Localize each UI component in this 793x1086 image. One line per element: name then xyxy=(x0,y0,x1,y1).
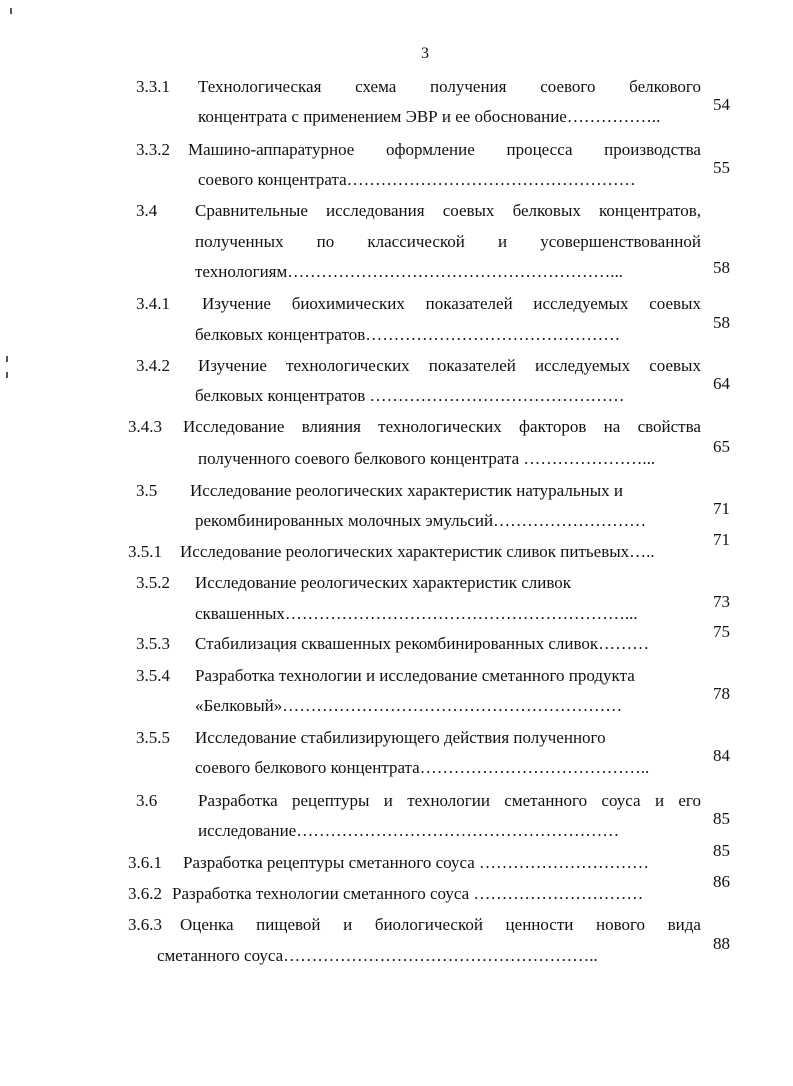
toc-title-word: на xyxy=(603,417,621,436)
toc-entry-title xyxy=(195,633,649,655)
toc-entry-number: 3.4.2 xyxy=(136,356,170,375)
toc-title-text: Стабилизация сквашенных рекомбинированных сливок……… xyxy=(195,634,650,653)
toc-title-word: показателей xyxy=(428,356,516,375)
toc-title-text: Исследование реологических характеристик натуральных и xyxy=(190,481,623,500)
toc-page-number: 64 xyxy=(713,374,730,393)
toc-entry-number: 3.6 xyxy=(136,791,158,810)
toc-title-word: концентратов, xyxy=(599,201,701,220)
toc-page-number: 75 xyxy=(713,622,730,641)
toc-title-text: Исследование стабилизирующего действия полученного xyxy=(195,728,606,747)
toc-title-word: влияния xyxy=(301,417,361,436)
toc-title-word: и xyxy=(654,791,665,810)
margin-mark xyxy=(10,8,12,14)
toc-entry-number: 3.3.2 xyxy=(136,140,170,159)
margin-mark xyxy=(6,372,8,378)
toc-entry-title xyxy=(195,727,606,749)
toc-page-number: 58 xyxy=(713,313,730,332)
toc-entry-title xyxy=(183,416,701,438)
toc-title-word: соевых xyxy=(442,201,495,220)
toc-title-word: и xyxy=(383,791,393,810)
toc-entry-title-leader: технологиям…………………………………………………... xyxy=(195,262,624,281)
toc-page-number: 86 xyxy=(713,872,730,891)
toc-entry-title xyxy=(198,355,701,377)
toc-entry-number: 3.4.3 xyxy=(128,417,162,436)
toc-title-word: схема xyxy=(355,77,397,96)
toc-entry-title-leader: белковых концентратов ……………………………………… xyxy=(195,386,625,405)
toc-entry-number: 3.5.1 xyxy=(128,542,162,561)
toc-entry-number: 3.5.2 xyxy=(136,573,170,592)
toc-title-word: усовершенствованной xyxy=(540,232,701,251)
toc-title-text: Разработка технологии и исследование сметанного продукта xyxy=(195,666,635,685)
toc-title-word: Разработка xyxy=(198,791,278,810)
toc-title-word: биохимических xyxy=(291,294,405,313)
toc-entry-title xyxy=(180,541,655,563)
toc-entry-title-continued xyxy=(195,231,701,253)
toc-title-word: получения xyxy=(430,77,507,96)
toc-title-word: Технологическая xyxy=(198,77,322,96)
toc-entry-title-leader: исследование………………………………………………… xyxy=(198,821,620,840)
toc-title-word: Машино-аппаратурное xyxy=(188,140,355,159)
toc-title-word: ценности xyxy=(505,915,574,934)
toc-entry-number: 3.5.5 xyxy=(136,728,170,747)
toc-title-word: вида xyxy=(667,915,701,934)
toc-entry-title-leader: белковых концентратов……………………………………… xyxy=(195,325,621,344)
page-number: 3 xyxy=(421,45,429,62)
toc-page-number: 85 xyxy=(713,809,730,828)
toc-title-word: Оценка xyxy=(180,915,234,934)
toc-entry-number: 3.5.4 xyxy=(136,666,170,685)
toc-entry-number: 3.4.1 xyxy=(136,294,170,313)
toc-page-number: 85 xyxy=(713,841,730,860)
toc-entry-title xyxy=(195,200,701,222)
toc-title-word: производства xyxy=(604,140,701,159)
toc-title-word: технологии xyxy=(407,791,490,810)
toc-entry-title xyxy=(183,852,649,874)
toc-title-word: исследуемых xyxy=(533,294,629,313)
toc-title-word: рецептуры xyxy=(292,791,370,810)
toc-title-word: процесса xyxy=(506,140,573,159)
toc-title-word: белкового xyxy=(629,77,701,96)
toc-title-word: биологической xyxy=(374,915,483,934)
toc-entry-number: 3.6.2 xyxy=(128,884,162,903)
toc-title-word: технологических xyxy=(378,417,502,436)
toc-title-word: технологических xyxy=(286,356,410,375)
toc-title-word: и xyxy=(498,232,508,251)
toc-title-word: нового xyxy=(595,915,646,934)
toc-title-text: Разработка рецептуры сметанного соуса ………………………… xyxy=(183,853,650,872)
toc-title-word: сметанного xyxy=(504,791,588,810)
toc-title-word: соевых xyxy=(649,356,701,375)
toc-entry-number: 3.5 xyxy=(136,481,158,500)
toc-entry-title xyxy=(195,572,571,594)
toc-title-text: Исследование реологических характеристик сливок питьевых….. xyxy=(180,542,655,561)
toc-title-word: соевого xyxy=(540,77,596,96)
toc-entry-title-leader: сквашенных……………………………………………………... xyxy=(195,604,638,623)
toc-entry-number: 3.6.1 xyxy=(128,853,162,872)
toc-title-word: Сравнительные xyxy=(195,201,308,220)
toc-page-number: 55 xyxy=(713,158,730,177)
toc-title-word: оформление xyxy=(386,140,475,159)
toc-page-number: 71 xyxy=(713,530,730,549)
toc-entry-title xyxy=(190,480,623,502)
toc-page-number: 58 xyxy=(713,258,730,277)
toc-title-word: соуса xyxy=(601,791,641,810)
toc-entry-title xyxy=(180,914,701,936)
margin-mark xyxy=(6,356,8,362)
toc-page-number: 78 xyxy=(713,684,730,703)
toc-entry-title xyxy=(198,790,701,812)
toc-title-word: исследования xyxy=(326,201,425,220)
toc-title-word: пищевой xyxy=(256,915,321,934)
toc-entry-number: 3.5.3 xyxy=(136,634,170,653)
toc-title-word: по xyxy=(316,232,335,251)
toc-entry-title xyxy=(188,139,701,161)
toc-page-number: 73 xyxy=(713,592,730,611)
toc-title-word: исследуемых xyxy=(534,356,631,375)
toc-entry-title xyxy=(195,665,635,687)
toc-entry-number: 3.3.1 xyxy=(136,77,170,96)
toc-title-word: и xyxy=(343,915,353,934)
toc-page-number: 84 xyxy=(713,746,730,765)
toc-entry-title-leader: концентрата с применением ЭВР и ее обоснование…………….. xyxy=(198,107,661,126)
toc-title-word: показателей xyxy=(425,294,513,313)
toc-title-word: его xyxy=(678,791,701,810)
toc-title-word: белковых xyxy=(512,201,581,220)
toc-title-text: Разработка технологии сметанного соуса ………………………… xyxy=(172,884,644,903)
toc-entry-number: 3.6.3 xyxy=(128,915,162,934)
toc-title-text: Исследование реологических характеристик сливок xyxy=(195,573,572,592)
toc-entry-number: 3.4 xyxy=(136,201,158,220)
toc-title-word: Исследование xyxy=(183,417,285,436)
toc-entry-title-leader: рекомбинированных молочных эмульсий……………………… xyxy=(195,511,647,530)
toc-title-word: классической xyxy=(367,232,465,251)
toc-entry-title-leader: соевого белкового концентрата………………………………….. xyxy=(195,758,650,777)
toc-page-number: 71 xyxy=(713,499,730,518)
toc-entry-title-leader: сметанного соуса……………………………………………….. xyxy=(157,946,598,965)
toc-title-word: факторов xyxy=(519,417,587,436)
toc-entry-title-leader: соевого концентрата…………………………………………… xyxy=(198,170,636,189)
toc-title-word: Изучение xyxy=(202,294,271,313)
toc-entry-title-leader: полученного соевого белкового концентрата …………………... xyxy=(198,449,656,468)
toc-page-number: 65 xyxy=(713,437,730,456)
toc-title-word: полученных xyxy=(195,232,284,251)
toc-title-word: Изучение xyxy=(198,356,267,375)
toc-entry-title-leader: «Белковый»…………………………………………………… xyxy=(195,696,623,715)
toc-title-word: свойства xyxy=(637,417,701,436)
toc-title-word: соевых xyxy=(649,294,701,313)
toc-page-number: 88 xyxy=(713,934,730,953)
toc-page-number: 54 xyxy=(713,95,730,114)
toc-entry-title xyxy=(202,293,701,315)
toc-entry-title xyxy=(198,76,701,98)
toc-entry-title xyxy=(172,883,643,905)
